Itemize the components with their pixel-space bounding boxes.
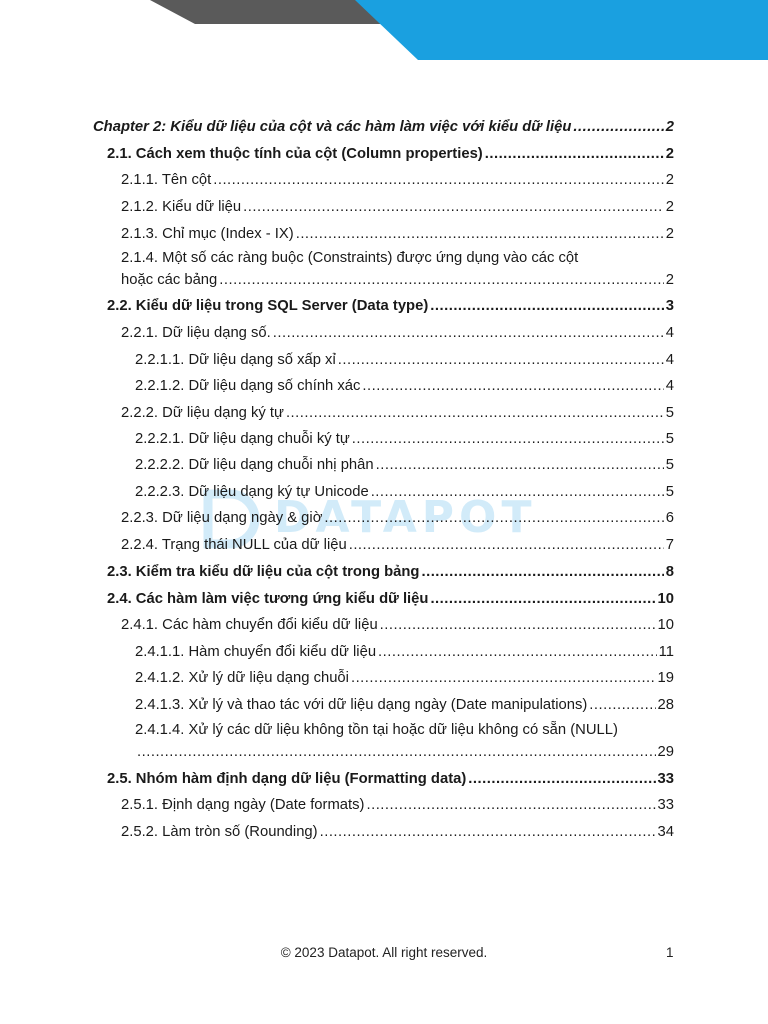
toc-entry-title-continued: hoặc các bảng xyxy=(121,272,218,288)
toc-entry-title: 2.1.2. Kiểu dữ liệu xyxy=(121,199,242,215)
toc-leader-dots xyxy=(430,586,655,612)
toc-leader-dots xyxy=(219,269,664,291)
toc-entry-title: 2.1.4. Một số các ràng buộc (Constraints) được ứng dụng vào các cột xyxy=(121,250,579,266)
toc-entry[interactable] xyxy=(121,819,674,845)
toc-entry-page: 2 xyxy=(665,146,674,162)
toc-entry[interactable] xyxy=(121,532,674,558)
toc-entry-title: 2.3. Kiểm tra kiểu dữ liệu của cột trong bảng xyxy=(107,564,420,580)
toc-entry-page: 34 xyxy=(657,824,674,840)
toc-leader-dots xyxy=(273,320,664,346)
toc-entry-title: 2.4.1.4. Xử lý các dữ liệu không tồn tại hoặc dữ liệu không có sẵn (NULL) xyxy=(135,722,618,738)
toc-entry[interactable] xyxy=(107,559,674,585)
toc-entry[interactable] xyxy=(121,194,674,220)
toc-entry-title: 2.1.1. Tên cột xyxy=(121,172,212,188)
toc-entry-page: 11 xyxy=(658,644,674,660)
toc-entry-title: 2.4.1.2. Xử lý dữ liệu dạng chuỗi xyxy=(135,670,349,686)
toc-entry-title: Chapter 2: Kiểu dữ liệu của cột và các hàm làm việc với kiểu dữ liệu xyxy=(93,119,572,135)
toc-entry[interactable] xyxy=(107,766,674,792)
toc-entry-title: 2.5.1. Định dạng ngày (Date formats) xyxy=(121,797,365,813)
toc-entry-page: 4 xyxy=(665,378,674,394)
toc-leader-dots xyxy=(376,452,664,478)
toc-entry-page: 3 xyxy=(665,298,674,314)
toc-entry[interactable] xyxy=(107,293,674,319)
toc-leader-dots xyxy=(320,819,656,845)
toc-entry-page: 2 xyxy=(665,272,674,288)
toc-entry[interactable] xyxy=(135,665,674,691)
toc-leader-dots xyxy=(286,400,664,426)
toc-entry-title: 2.4.1. Các hàm chuyển đổi kiểu dữ liệu xyxy=(121,617,378,633)
toc-leader-dots xyxy=(378,639,657,665)
toc-entry-title: 2.2.1.2. Dữ liệu dạng số chính xác xyxy=(135,378,361,394)
toc-entry-title: 2.2.2.1. Dữ liệu dạng chuỗi ký tự xyxy=(135,431,350,447)
toc-entry-title: 2.2.2.2. Dữ liệu dạng chuỗi nhị phân xyxy=(135,457,374,473)
toc-leader-dots xyxy=(349,532,664,558)
toc-entry-page: 5 xyxy=(665,484,674,500)
toc-entry[interactable] xyxy=(121,247,674,291)
toc-entry-page: 5 xyxy=(665,431,674,447)
toc-entry-page: 2 xyxy=(665,119,674,135)
toc-entry-title: 2.4.1.3. Xử lý và thao tác với dữ liệu dạng ngày (Date manipulations) xyxy=(135,697,588,713)
toc-entry[interactable] xyxy=(121,400,674,426)
toc-leader-dots xyxy=(366,792,655,818)
toc-leader-dots xyxy=(213,167,664,193)
toc-entry-page: 7 xyxy=(665,537,674,553)
toc-entry-title: 2.5. Nhóm hàm định dạng dữ liệu (Formatting data) xyxy=(107,771,467,787)
toc-entry-title: 2.5.2. Làm tròn số (Rounding) xyxy=(121,824,318,840)
toc-entry-page: 8 xyxy=(665,564,674,580)
toc-entry-page: 4 xyxy=(665,352,674,368)
toc-entry[interactable] xyxy=(121,167,674,193)
toc-leader-dots xyxy=(351,665,656,691)
toc-entry-page: 2 xyxy=(665,226,674,242)
toc-leader-dots xyxy=(296,221,664,247)
toc-entry[interactable] xyxy=(135,452,674,478)
header-decoration xyxy=(0,0,768,62)
toc-entry[interactable] xyxy=(135,479,674,505)
toc-entry-title: 2.2.2. Dữ liệu dạng ký tự xyxy=(121,405,284,421)
toc-leader-dots xyxy=(430,293,664,319)
toc-entry-page: 4 xyxy=(665,325,674,341)
toc-entry-title: 2.1.3. Chỉ mục (Index - IX) xyxy=(121,226,294,242)
toc-entry-page: 2 xyxy=(665,199,674,215)
toc-entry[interactable] xyxy=(107,586,674,612)
toc-leader-dots xyxy=(324,505,663,531)
toc-entry-page: 29 xyxy=(657,744,674,760)
toc-entry-page: 6 xyxy=(665,510,674,526)
toc-entry[interactable] xyxy=(93,114,674,140)
toc-leader-dots xyxy=(243,194,664,220)
toc-leader-dots xyxy=(137,741,656,763)
toc-entry[interactable] xyxy=(121,505,674,531)
toc-entry-title: 2.4.1.1. Hàm chuyển đổi kiểu dữ liệu xyxy=(135,644,377,660)
toc-entry[interactable] xyxy=(135,373,674,399)
toc-leader-dots xyxy=(468,766,655,792)
toc-leader-dots xyxy=(485,141,664,167)
toc-entry-title: 2.2.1.1. Dữ liệu dạng số xấp xỉ xyxy=(135,352,336,368)
toc-entry-page: 10 xyxy=(657,591,674,607)
toc-entry-page: 28 xyxy=(657,697,674,713)
toc-entry[interactable] xyxy=(135,692,674,718)
toc-leader-dots xyxy=(362,373,663,399)
toc-leader-dots xyxy=(371,479,664,505)
footer-page-number: 1 xyxy=(666,945,674,960)
toc-entry-title: 2.2.3. Dữ liệu dạng ngày & giờ xyxy=(121,510,323,526)
toc-entry[interactable] xyxy=(107,141,674,167)
toc-leader-dots xyxy=(338,347,664,373)
footer-copyright: © 2023 Datapot. All right reserved. xyxy=(280,945,488,960)
toc-entry[interactable] xyxy=(121,221,674,247)
toc-leader-dots xyxy=(573,114,663,140)
toc-entry-title: 2.2.4. Trạng thái NULL của dữ liệu xyxy=(121,537,347,553)
toc-entry[interactable] xyxy=(121,612,674,638)
toc-entry[interactable] xyxy=(121,792,674,818)
toc-entry-title: 2.2.2.3. Dữ liệu dạng ký tự Unicode xyxy=(135,484,369,500)
toc-entry-page: 19 xyxy=(657,670,674,686)
toc-entry-page: 2 xyxy=(665,172,674,188)
toc-leader-dots xyxy=(352,426,664,452)
toc-entry-title: 2.1. Cách xem thuộc tính của cột (Column properties) xyxy=(107,146,483,162)
toc-entry-title: 2.2. Kiểu dữ liệu trong SQL Server (Data type) xyxy=(107,298,429,314)
toc-entry-title: 2.4. Các hàm làm việc tương ứng kiểu dữ liệu xyxy=(107,591,429,607)
toc-leader-dots xyxy=(380,612,656,638)
toc-entry[interactable] xyxy=(135,719,674,763)
toc-entry-page: 33 xyxy=(657,797,674,813)
watermark-text: DATAPOT xyxy=(274,492,537,543)
toc-leader-dots xyxy=(421,559,663,585)
toc-entry[interactable] xyxy=(135,639,674,665)
toc-entry-page: 33 xyxy=(657,771,674,787)
toc-entry[interactable] xyxy=(121,320,674,346)
toc-entry-page: 5 xyxy=(665,405,674,421)
toc-entry-page: 10 xyxy=(657,617,674,633)
toc-entry-page: 5 xyxy=(665,457,674,473)
toc-entry-title: 2.2.1. Dữ liệu dạng số. xyxy=(121,325,271,341)
toc-entry[interactable] xyxy=(135,347,674,373)
toc-leader-dots xyxy=(589,692,655,718)
toc-entry[interactable] xyxy=(135,426,674,452)
header-blue-band xyxy=(355,0,768,60)
